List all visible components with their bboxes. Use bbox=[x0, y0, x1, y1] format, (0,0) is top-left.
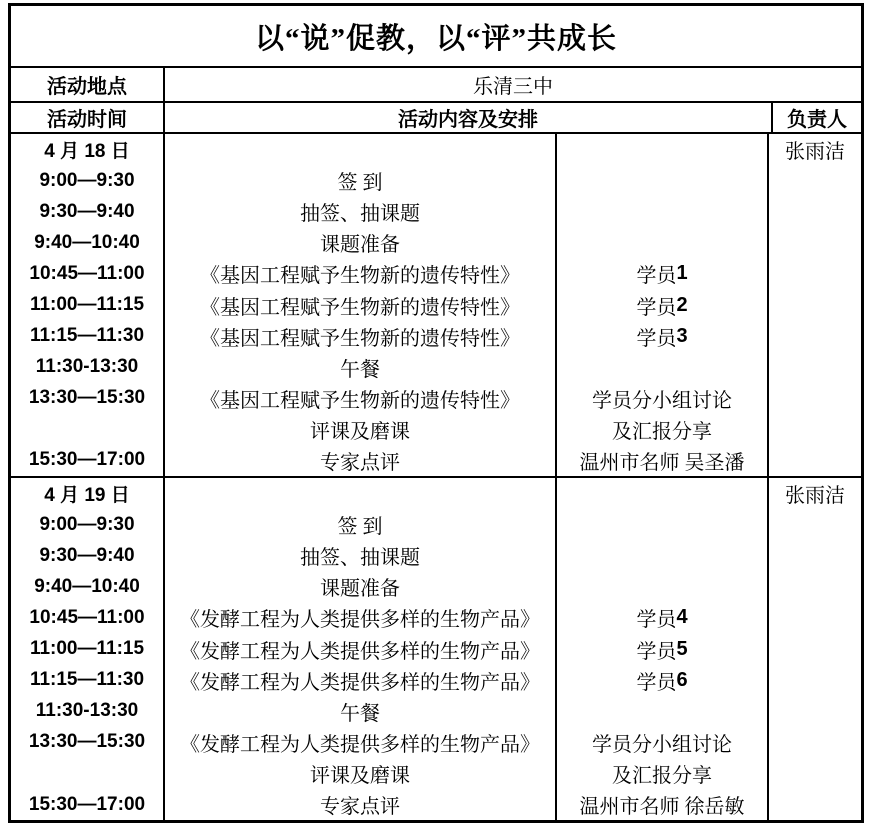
header-person: 负责人 bbox=[787, 109, 847, 131]
participant-cell: 学员 4 bbox=[636, 606, 688, 632]
content-cell: 《发酵工程为人类提供多样的生物产品》 bbox=[180, 733, 540, 756]
person-cell: 张雨洁 bbox=[785, 485, 845, 508]
content-cell: 抽签、抽课题 bbox=[300, 547, 420, 570]
content-cell-column bbox=[165, 478, 557, 820]
content-cell: 专家点评 bbox=[320, 796, 400, 819]
participant-cell: 及汇报分享 bbox=[612, 420, 712, 443]
participant-cell bbox=[557, 540, 767, 571]
content-cell: 《基因工程赋予生物新的遗传特性》 bbox=[200, 265, 520, 288]
participant-cell bbox=[557, 352, 767, 383]
content-cell: 签 到 bbox=[337, 516, 383, 539]
time-cell: 9:30—9:40 bbox=[39, 200, 135, 222]
content-cell: 《基因工程赋予生物新的遗传特性》 bbox=[200, 389, 520, 412]
participant-cell: 学员 1 bbox=[636, 262, 688, 288]
time-cell: 11:30-13:30 bbox=[35, 700, 139, 722]
time-cell-column bbox=[11, 478, 165, 820]
time-cell: 13:30—15:30 bbox=[28, 731, 146, 753]
time-cell bbox=[11, 758, 163, 789]
content-cell: 专家点评 bbox=[320, 451, 400, 474]
participant-cell: 温州市名师 吴圣潘 bbox=[579, 451, 745, 474]
participant-cell: 学员分小组讨论 bbox=[592, 733, 732, 756]
participant-cell bbox=[557, 509, 767, 540]
time-cell: 13:30—15:30 bbox=[28, 387, 146, 409]
location-row bbox=[11, 68, 861, 103]
participant-cell: 学员 6 bbox=[636, 668, 688, 694]
participant-cell-column bbox=[557, 134, 769, 476]
day-block-2 bbox=[11, 478, 861, 820]
content-cell: 课题准备 bbox=[320, 578, 400, 601]
time-cell: 11:15—11:30 bbox=[29, 325, 145, 347]
location-label: 活动地点 bbox=[11, 68, 165, 101]
time-cell: 10:45—11:00 bbox=[29, 262, 145, 284]
participant-cell-column bbox=[557, 478, 769, 820]
header-time: 活动时间 bbox=[11, 103, 165, 132]
time-cell: 9:30—9:40 bbox=[39, 544, 135, 566]
content-cell: 评课及磨课 bbox=[310, 764, 410, 787]
content-cell: 签 到 bbox=[337, 172, 383, 195]
time-cell-column bbox=[11, 134, 165, 476]
content-cell: 抽签、抽课题 bbox=[300, 203, 420, 226]
content-cell: 课题准备 bbox=[320, 234, 400, 257]
content-cell: 《基因工程赋予生物新的遗传特性》 bbox=[200, 327, 520, 350]
document-title: 以“说”促教，以“评”共成长 bbox=[11, 6, 861, 68]
content-cell: 《发酵工程为人类提供多样的生物产品》 bbox=[180, 671, 540, 694]
time-cell: 4 月 19 日 bbox=[44, 485, 130, 507]
participant-cell: 学员 2 bbox=[636, 293, 688, 319]
time-cell bbox=[11, 414, 163, 445]
participant-cell bbox=[557, 478, 767, 509]
time-cell: 11:15—11:30 bbox=[29, 669, 145, 691]
time-cell: 11:00—11:15 bbox=[29, 638, 145, 660]
participant-cell: 学员分小组讨论 bbox=[592, 389, 732, 412]
day-block-1 bbox=[11, 134, 861, 478]
participant-cell: 及汇报分享 bbox=[612, 764, 712, 787]
location-value: 乐清三中 bbox=[473, 76, 553, 98]
time-cell: 9:00—9:30 bbox=[39, 169, 135, 191]
participant-cell bbox=[557, 196, 767, 227]
content-cell: 《发酵工程为人类提供多样的生物产品》 bbox=[180, 640, 540, 663]
time-cell: 11:00—11:15 bbox=[29, 294, 145, 316]
schedule-table bbox=[8, 3, 864, 823]
time-cell: 10:45—11:00 bbox=[29, 606, 145, 628]
content-cell bbox=[165, 478, 555, 509]
time-cell: 9:00—9:30 bbox=[39, 513, 135, 535]
participant-cell bbox=[557, 696, 767, 727]
content-cell: 午餐 bbox=[340, 358, 380, 381]
header-content: 活动内容及安排 bbox=[165, 103, 773, 132]
time-cell: 9:40—10:40 bbox=[34, 231, 140, 253]
participant-cell bbox=[557, 571, 767, 602]
participant-cell: 学员 3 bbox=[636, 324, 688, 350]
participant-cell bbox=[557, 227, 767, 258]
content-cell-column bbox=[165, 134, 557, 476]
time-cell: 4 月 18 日 bbox=[44, 141, 130, 163]
participant-cell: 温州市名师 徐岳敏 bbox=[579, 796, 745, 819]
day-blocks-container bbox=[11, 134, 861, 820]
time-cell: 9:40—10:40 bbox=[34, 575, 140, 597]
participant-cell: 学员 5 bbox=[636, 637, 688, 663]
content-cell: 午餐 bbox=[340, 702, 380, 725]
content-cell bbox=[165, 134, 555, 165]
content-cell: 评课及磨课 bbox=[310, 420, 410, 443]
header-row bbox=[11, 103, 861, 134]
person-column bbox=[769, 478, 861, 820]
person-column bbox=[769, 134, 861, 476]
content-cell: 《基因工程赋予生物新的遗传特性》 bbox=[200, 296, 520, 319]
participant-cell bbox=[557, 134, 767, 165]
participant-cell bbox=[557, 165, 767, 196]
content-cell: 《发酵工程为人类提供多样的生物产品》 bbox=[180, 609, 540, 632]
time-cell: 15:30—17:00 bbox=[28, 449, 146, 471]
time-cell: 11:30-13:30 bbox=[35, 356, 139, 378]
person-cell: 张雨洁 bbox=[785, 141, 845, 164]
time-cell: 15:30—17:00 bbox=[28, 793, 146, 815]
